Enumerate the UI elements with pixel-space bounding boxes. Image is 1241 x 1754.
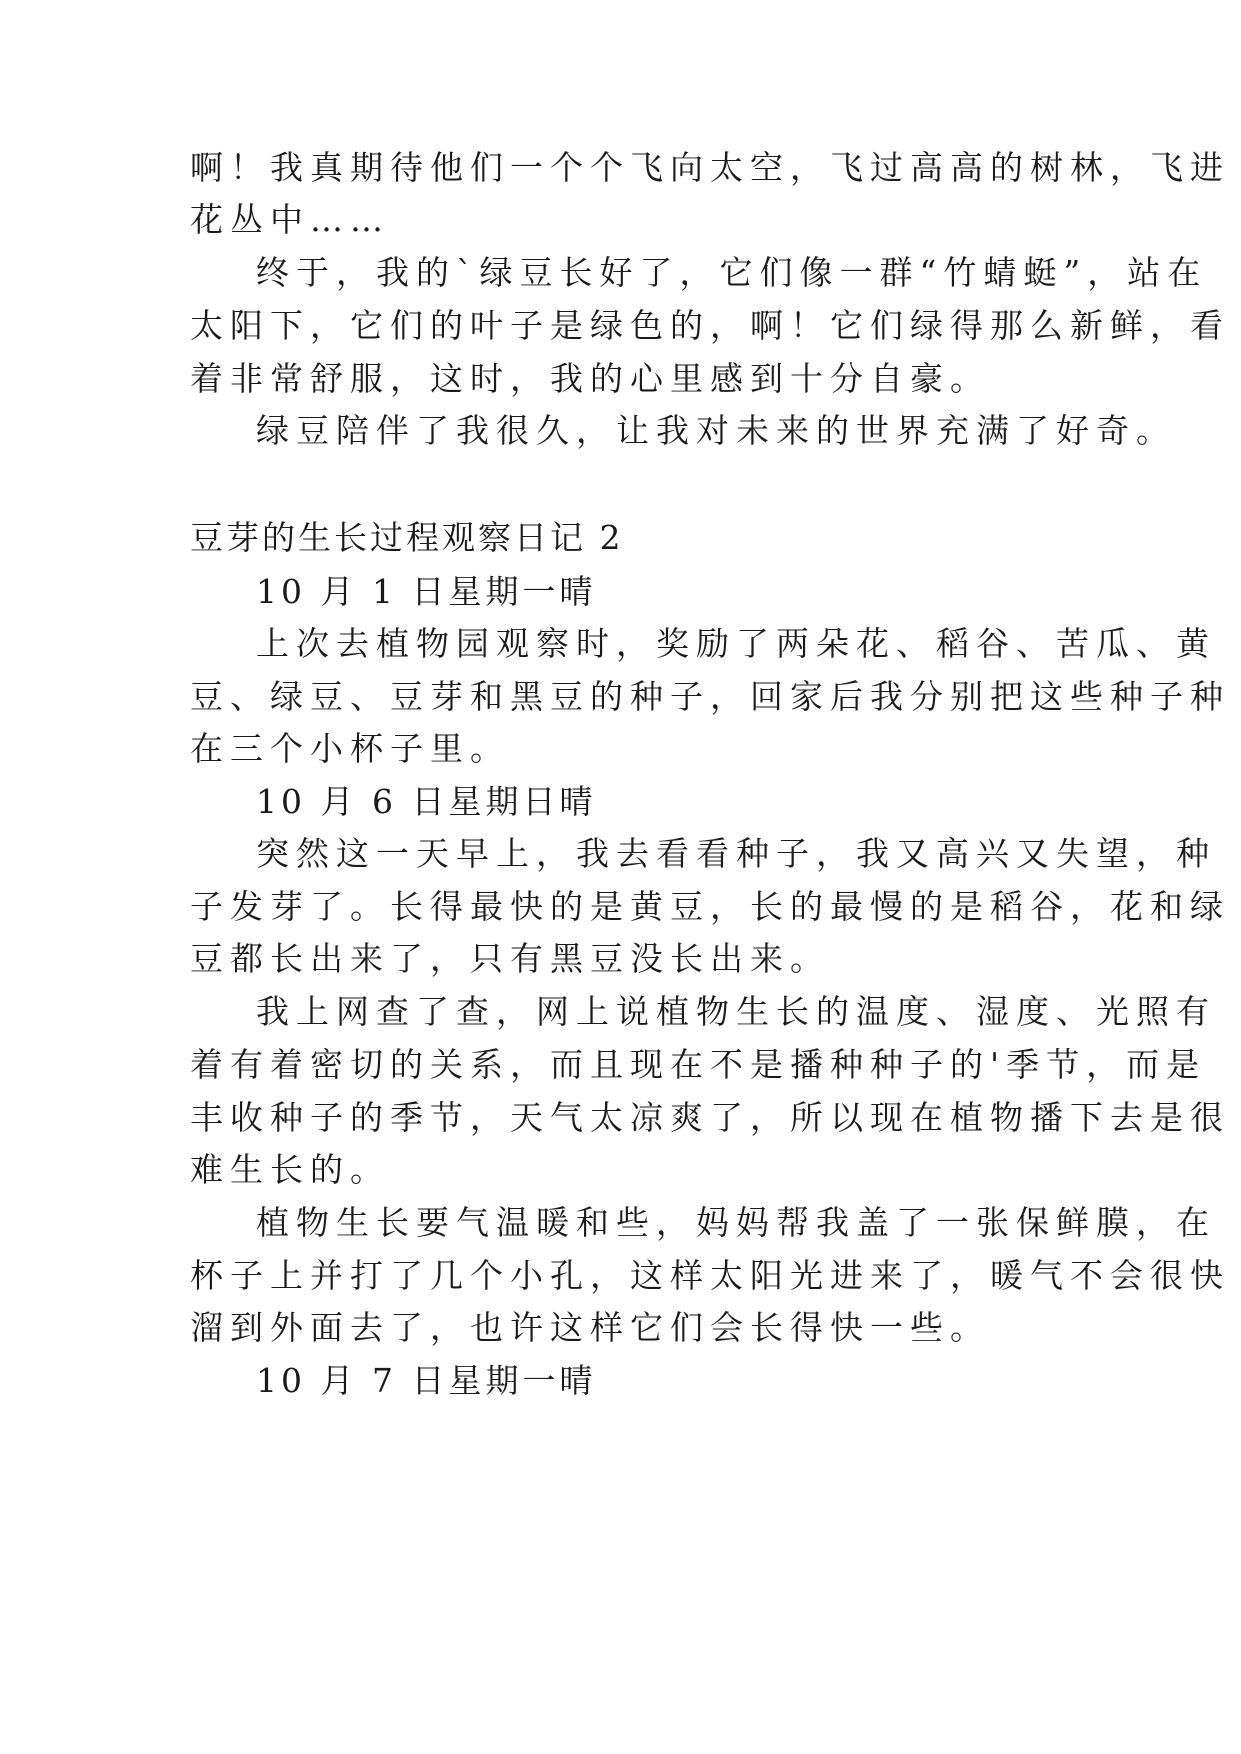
paragraph-line: 我上网查了查，网上说植物生长的温度、湿度、光照有 xyxy=(256,992,1216,1031)
paragraph-line: 突然这一天早上，我去看看种子，我又高兴又失望，种 xyxy=(256,834,1216,873)
paragraph-line: 终于，我的`绿豆长好了，它们像一群“竹蜻蜓”，站在 xyxy=(256,253,1208,292)
paragraph-line: 太阳下，它们的叶子是绿色的，啊！它们绿得那么新鲜，看 xyxy=(190,306,1230,345)
paragraph-line: 丰收种子的季节，天气太凉爽了，所以现在植物播下去是很 xyxy=(190,1098,1230,1137)
paragraph-line: 着非常舒服，这时，我的心里感到十分自豪。 xyxy=(190,359,990,398)
paragraph-line: 杯子上并打了几个小孔，这样太阳光进来了，暖气不会很快 xyxy=(190,1256,1230,1295)
paragraph-line: 豆都长出来了，只有黑豆没长出来。 xyxy=(190,939,830,978)
paragraph-line: 绿豆陪伴了我很久，让我对未来的世界充满了好奇。 xyxy=(256,411,1176,450)
paragraph-line: 植物生长要气温暖和些，妈妈帮我盖了一张保鲜膜，在 xyxy=(256,1203,1216,1242)
paragraph-line: 上次去植物园观察时，奖励了两朵花、稻谷、苦瓜、黄 xyxy=(256,624,1216,663)
paragraph-line: 子发芽了。长得最快的是黄豆，长的最慢的是稻谷，花和绿 xyxy=(190,887,1230,926)
paragraph-line: 难生长的。 xyxy=(190,1150,390,1189)
paragraph-line: 着有着密切的关系，而且现在不是播种种子的'季节，而是 xyxy=(190,1045,1207,1084)
paragraph-line: 啊！我真期待他们一个个飞向太空，飞过高高的树林，飞进 xyxy=(190,148,1230,187)
paragraph-line: 在三个小杯子里。 xyxy=(190,729,510,768)
section-title: 豆芽的生长过程观察日记 2 xyxy=(190,518,624,557)
paragraph-line: 花丛中…… xyxy=(190,200,390,239)
entry-date: 10 月 6 日星期日晴 xyxy=(256,782,597,821)
paragraph-line: 溜到外面去了，也许这样它们会长得快一些。 xyxy=(190,1308,990,1347)
paragraph-line: 豆、绿豆、豆芽和黑豆的种子，回家后我分别把这些种子种 xyxy=(190,677,1230,716)
entry-date: 10 月 1 日星期一晴 xyxy=(256,572,597,611)
entry-date: 10 月 7 日星期一晴 xyxy=(256,1361,597,1400)
